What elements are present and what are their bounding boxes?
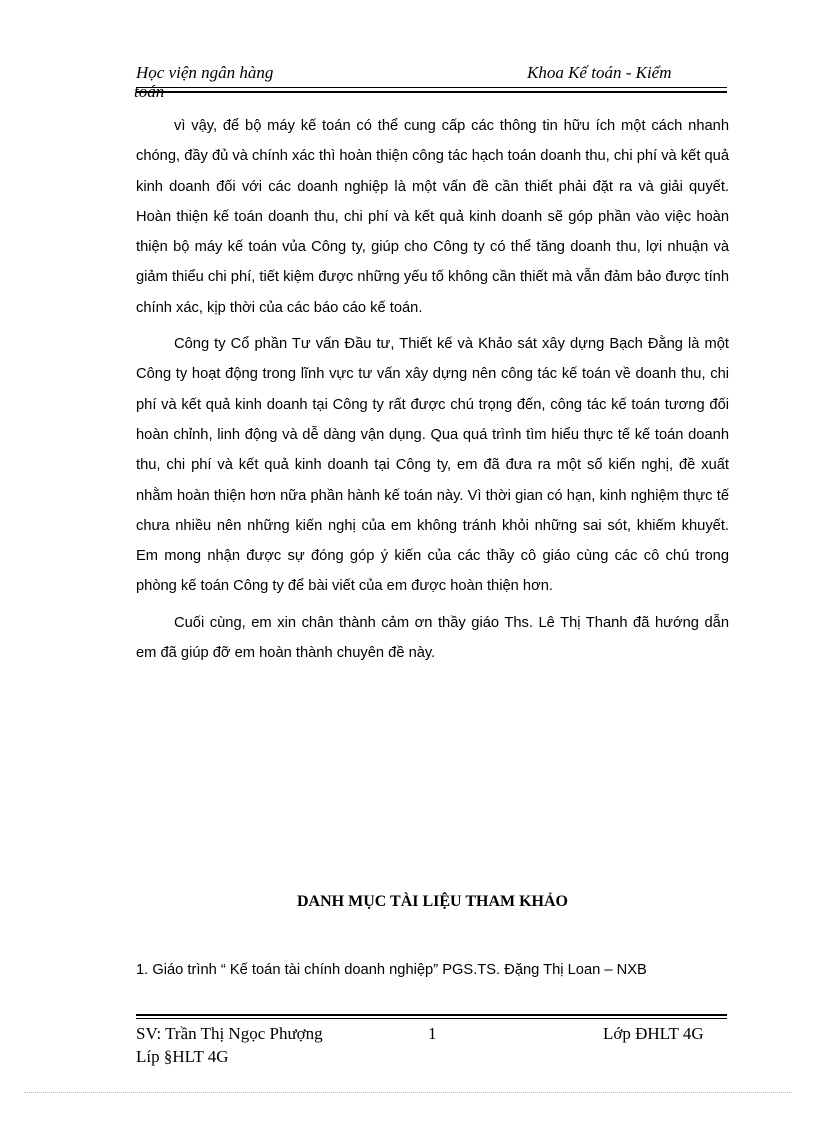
footer-class-wrap: Líp §HLT 4G [136,1047,229,1066]
header-divider-thick [136,91,727,93]
body-paragraph: Cuối cùng, em xin chân thành cảm ơn thầy giáo Ths. Lê Thị Thanh đã hướng dẫn em đã giúp đỡ em hoàn thành chuyên đề này. [136,614,729,662]
footer-divider [136,1018,727,1019]
header-department: Khoa Kế toán - Kiểm [527,63,672,82]
body-paragraph: vì vậy, để bộ máy kế toán có thể cung cấp các thông tin hữu ích một cách nhanh chóng, đầy đủ và chính xác thì hoàn thiện công tác hạch toán doanh thu, chi phí và kết quả kinh doanh đối với các doanh nghiệp là một vấn đề cần thiết phải đặt ra và giải quyết. Hoàn thiện kế toán doanh thu, chi phí và kết quả kinh doanh sẽ góp phần vào việc hoàn thiện bộ máy kế toán vủa Công ty, giúp cho Công ty có thể tăng doanh thu, lợi nhuận và giảm thiểu chi phí, tiết kiệm được những yếu tố không cần thiết mà vẫn đảm bảo được tính chính xác, kịp thời của các báo cáo kế toán. [136,118,729,316]
footer-divider-thick [136,1014,727,1016]
body-paragraph: Công ty Cổ phần Tư vấn Đầu tư, Thiết kế và Khảo sát xây dựng Bạch Đằng là một Công ty hoạt động trong lĩnh vực tư vấn xây dựng nên công tác kế toán về doanh thu, chi phí và kết quả kinh doanh tại Công ty rất được chú trọng đến, công tác kế toán tương đối hoàn chỉnh, linh động và dễ dàng vận dụng. Qua quá trình tìm hiểu thực tế kế toán doanh thu, chi phí và kết quả kinh doanh tại Công ty, em đã đưa ra một số kiến nghị, đề xuất nhằm hoàn thiện hơn nữa phần hành kế toán này. Vì thời gian có hạn, kinh nghiệm thực tế chưa nhiều nên những kiến nghị của em không tránh khỏi những sai sót, khiếm khuyết. Em mong nhận được sự đóng góp ý kiến của các thầy cô giáo cùng các cô chú trong phòng kế toán Công ty để bài viết của em được hoàn thiện hơn. [136,336,729,595]
document-body [136,111,729,674]
header-institution: Học viện ngân hàng [136,63,274,82]
footer-student-name: SV: Trần Thị Ngọc Phượng [136,1024,323,1043]
references-title: DANH MỤC TÀI LIỆU THAM KHẢO [297,893,568,910]
reference-item: 1. Giáo trình “ Kế toán tài chính doanh nghiệp” PGS.TS. Đặng Thị Loan – NXB [136,962,647,978]
footer-page-number: 1 [428,1024,437,1043]
page-bottom-edge [24,1092,792,1093]
footer-class: Lớp ĐHLT 4G [603,1024,704,1043]
header-department-wrap: toán [134,82,165,101]
header-divider [136,87,727,88]
